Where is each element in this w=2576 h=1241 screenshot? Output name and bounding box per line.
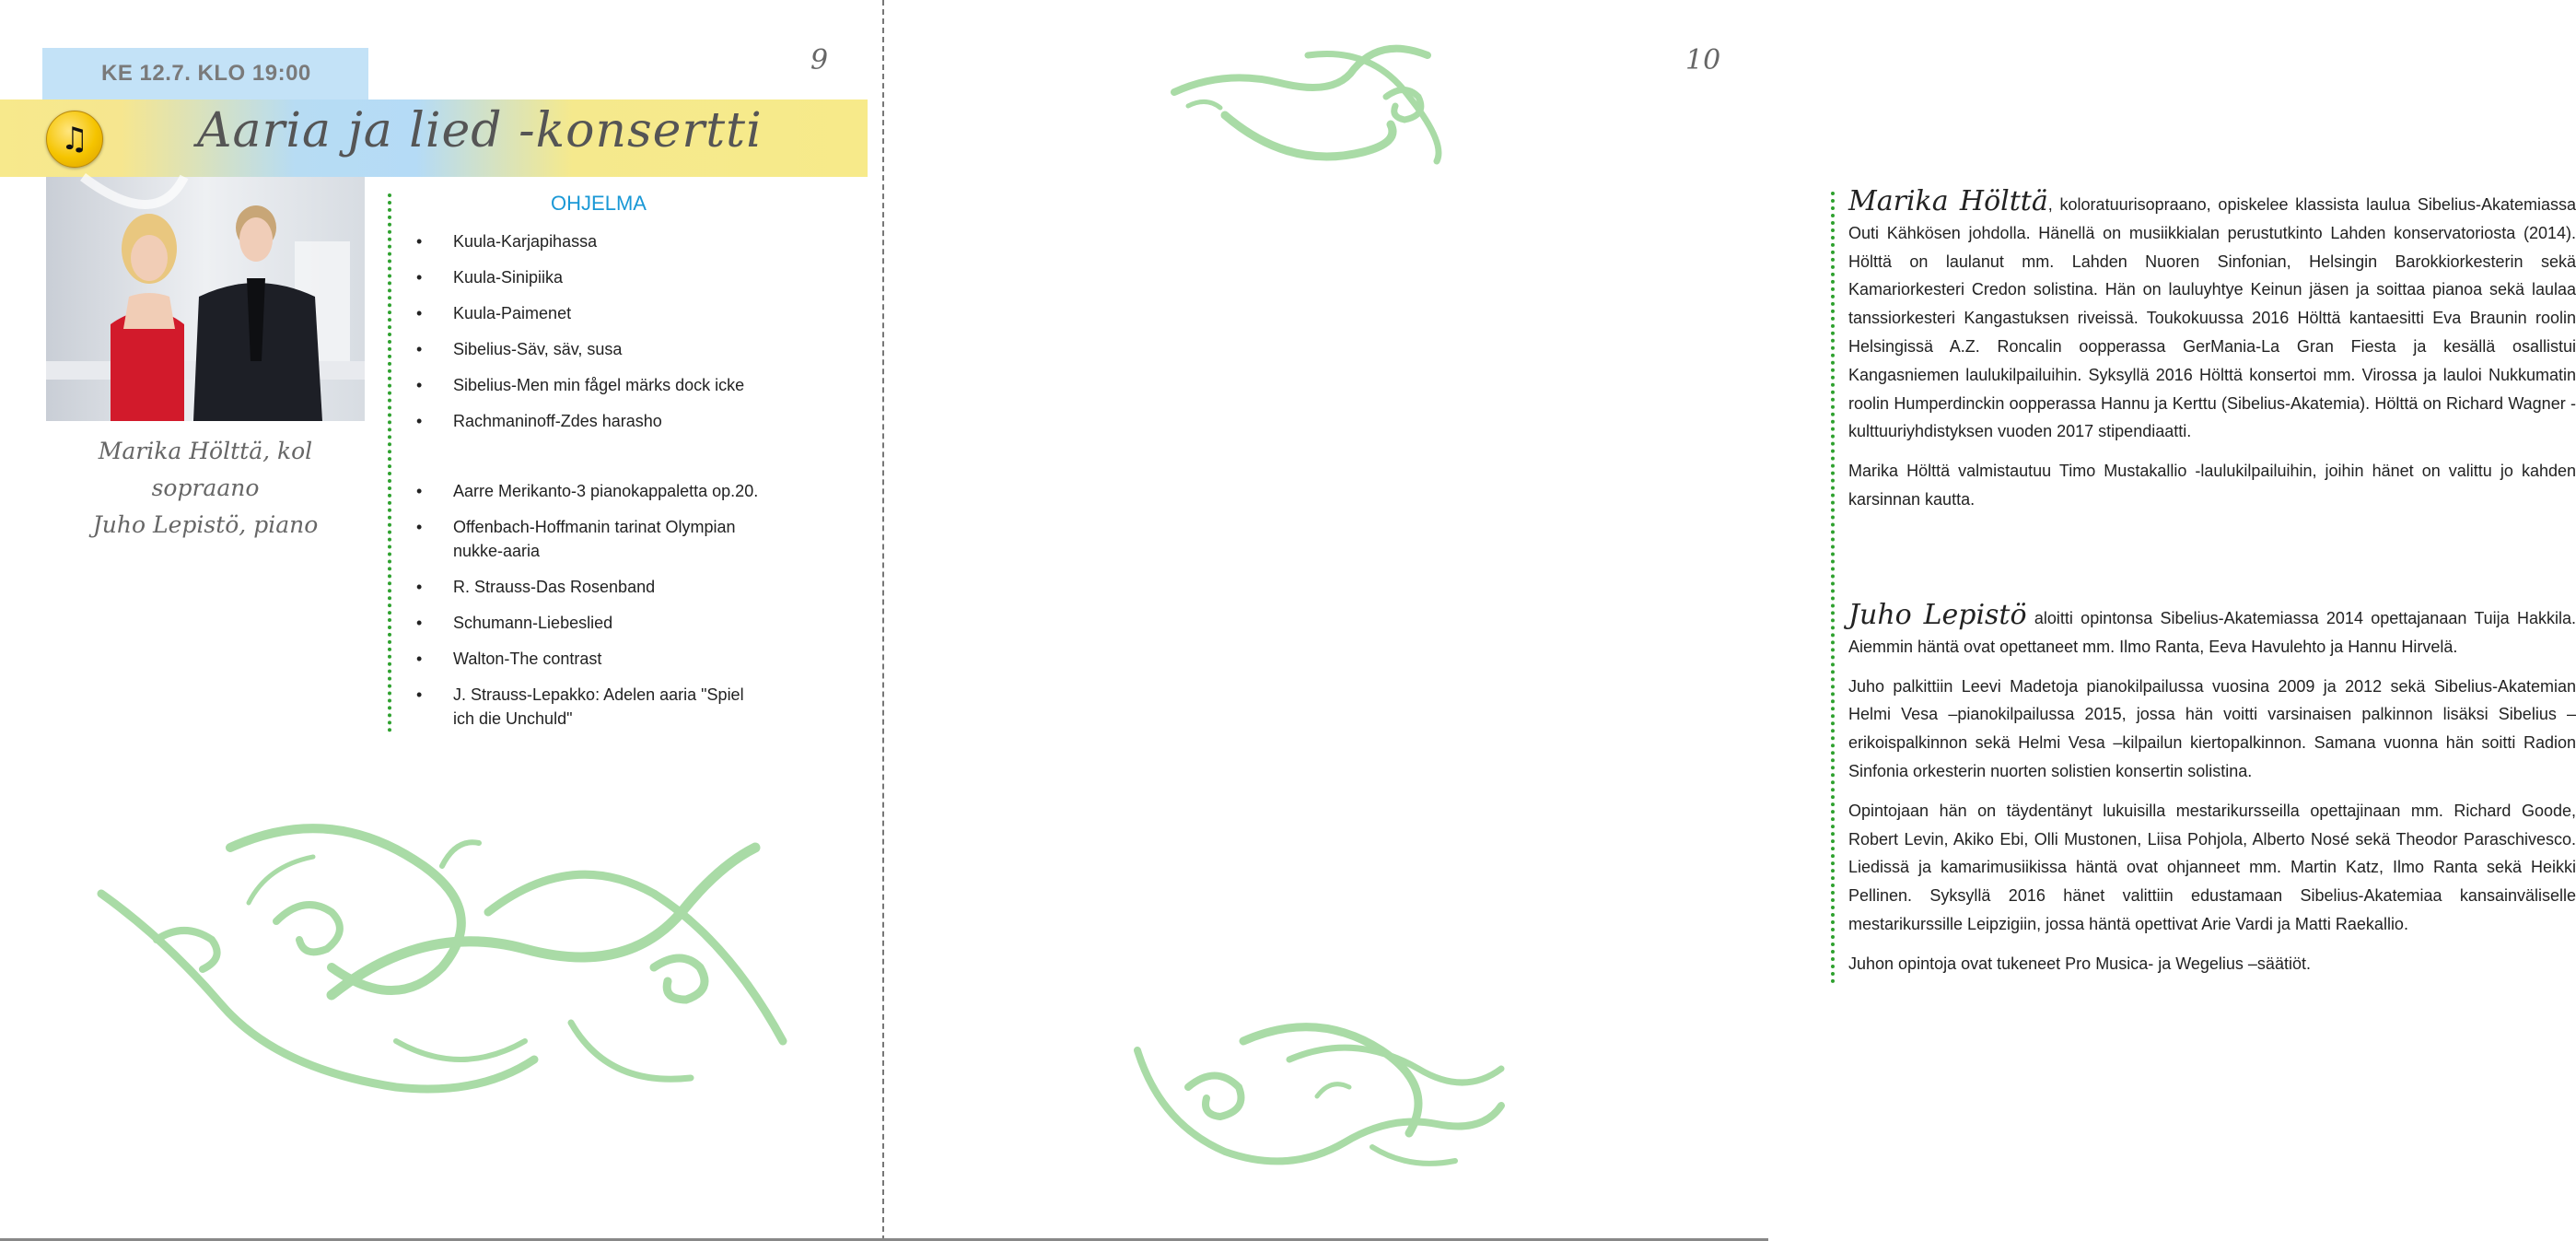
bio-text: Juhon opintoja ovat tukeneet Pro Musica- ja Wegelius –säätiöt. [1848,954,2311,973]
page-number-right: 10 [1685,44,1721,76]
list-item: • R. Strauss-Das Rosenband [405,575,829,599]
music-note-icon: ♫ [46,111,103,168]
concert-title: Aaria ja lied -konsertti [197,103,763,158]
decorative-swirl-bottom [1133,1013,1520,1188]
list-item: • Offenbach-Hoffmanin tarinat Olympian nukke-aaria [405,515,766,563]
bio-juho [1848,599,2576,989]
date-label: KE 12.7. KLO 19:00 [101,61,311,86]
page-number-left: 9 [810,44,829,76]
list-item: • Sibelius-Men min fågel märks dock icke [405,373,829,397]
programme-list-part1 [405,229,829,445]
bio-marika [1848,185,2576,525]
list-item: • Aarre Merikanto-3 pianokappaletta op.20. [405,479,829,503]
bio-text: Marika Hölttä valmistautuu Timo Mustakallio -laulukilpailuihin, joihin hänet on valittu jo kahden karsinnan kautta. [1848,462,2576,509]
list-item: • Walton-The contrast [405,647,829,671]
programme-heading: OHJELMA [551,192,647,215]
list-item: • Rachmaninoff-Zdes harasho [405,409,829,433]
bio-text: aloitti opintonsa Sibelius-Akatemiassa 2014 opettajanaan Tuija Hakkila. Aiemmin häntä ovat opettaneet mm. Ilmo Ranta, Eeva Havulehto ja Hannu Hirvelä. [1848,609,2576,656]
dotted-divider-right [1831,192,1835,984]
list-item: • Kuula-Sinipiika [405,265,829,289]
caption-line-2: Juho Lepistö, piano [92,511,319,538]
list-item: • Sibelius-Säv, säv, susa [405,337,829,361]
performers-photo [46,177,365,421]
right-page [884,0,2576,1241]
date-box [42,48,368,100]
caption-line-1: Marika Hölttä, kol sopraano [98,438,313,501]
bio-text: Juho palkittiin Leevi Madetoja pianokilpailussa vuosina 2009 ja 2012 sekä Sibelius-Akatemian Helmi Vesa –pianokilpailussa 2015, jossa hän voitti varsinaisen palkinnon lisäksi Sibelius –erikoispalkinnon sekä Helmi Vesa –kilpailun kiertopalkinnon. Samana vuonna hän soitti Radion Sinfonia orkesterin nuorten solistien konsertin solistina. [1848,676,2576,780]
dotted-divider-left [388,193,391,732]
list-item: • J. Strauss-Lepakko: Adelen aaria "Spiel ich die Unchuld" [405,683,766,731]
bio-text: Opintojaan hän on täydentänyt lukuisilla mestarikursseilla opettajinaan mm. Richard Goode, Robert Levin, Akiko Ebi, Olli Mustonen, Liisa Pohjola, Alberto Nosé sekä Theodor Paraschivesco. Liedissä ja kamarimusiikissa häntä ovat ohjanneet mm. Martin Katz, Ilmo Ranta sekä Heikki Pellinen. Syksyllä 2016 hänet valittiin edustamaan Sibelius-Akatemiaa kansainväliselle mestarikurssille Leipzigiin, jossa häntä opettivat Arie Vardi ja Matti Raekallio. [1848,801,2576,933]
photo-caption [46,433,365,544]
bio-name-juho: Juho Lepistö [1848,599,2027,631]
bio-name-marika: Marika Hölttä [1848,185,2048,217]
list-item: • Schumann-Liebeslied [405,611,829,635]
decorative-swirl-top [1170,41,1464,170]
decorative-swirl-large [92,811,792,1124]
bio-text: , koloratuurisopraano, opiskelee klassista laulua Sibelius-Akatemiassa Outi Kähkösen johdolla. Hänellä on musiikkialan perustutkinto Lahden konservatoriosta (2014). Hölttä on laulanut mm. Lahden Nuoren Sinfonian, Helsingin Barokkiorkesterin sekä Kamariorkesteri Credon solistina. Hän on lauluyhtye Keinun jäsen ja soittaa pianoa sekä laulaa tanssiorkesteri Kangastuksen riveissä. Toukokuussa 2016 Hölttä kantaesitti Eva Braunin roolin Helsingissä A.Z. Roncalin oopperassa GerMania-La Gran Fiesta ja kesällä osallistui Kangasniemen laulukilpailuihin. Syksyllä 2016 Hölttä konsertoi mm. Virossa ja lauloi Nukkumatin roolin Humperdinckin oopperassa Hannu ja Kerttu (Sibelius-Akatemia). Hölttä on Richard Wagner -kulttuuriyhdistyksen vuoden 2017 stipendiaatti. [1848,195,2576,441]
list-item: • Kuula-Paimenet [405,301,829,325]
left-page [0,0,882,1241]
list-item: • Kuula-Karjapihassa [405,229,829,253]
programme-list-part2 [405,479,829,743]
